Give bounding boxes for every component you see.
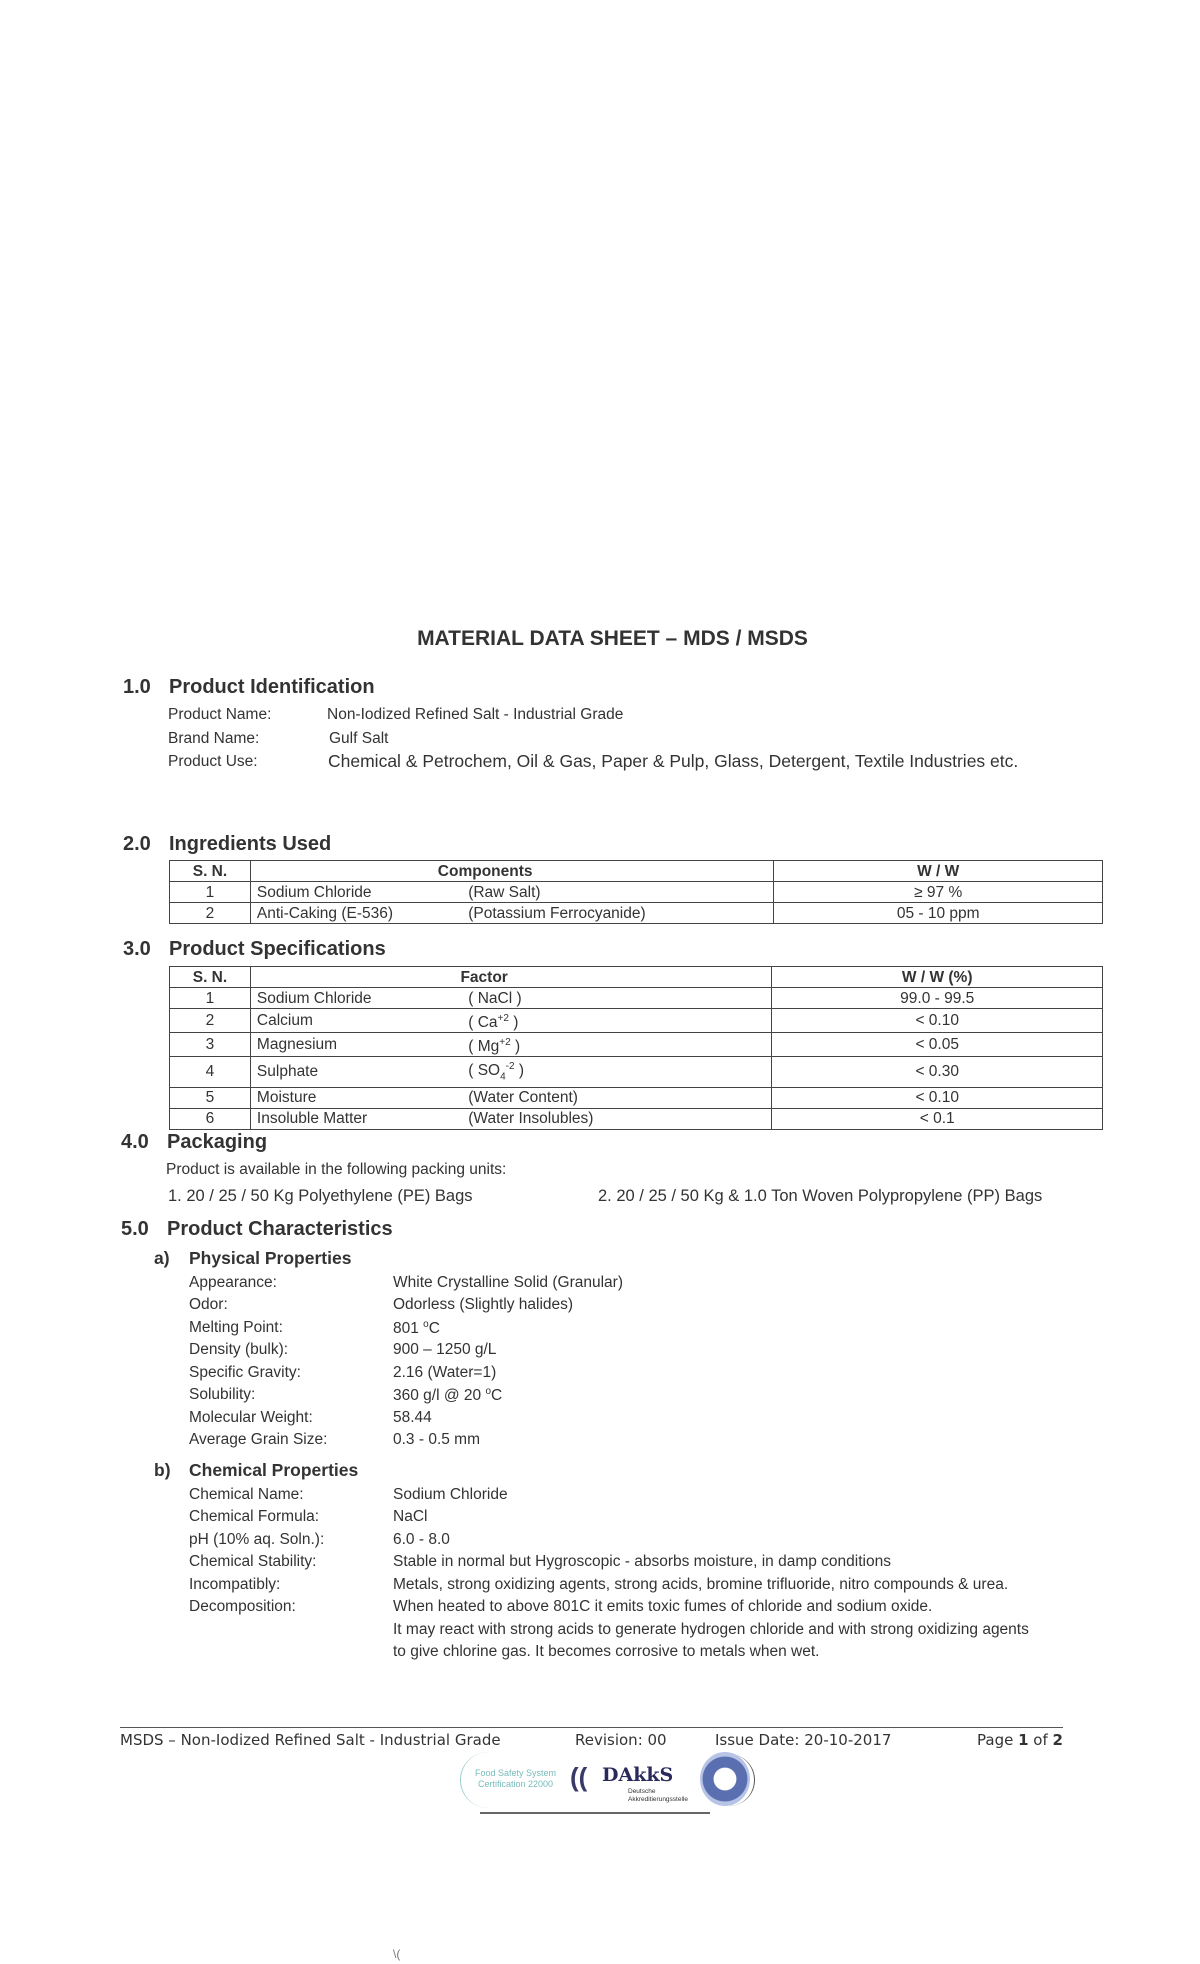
table-row — [170, 1108, 1103, 1129]
prop-label: Melting Point: — [189, 1319, 283, 1336]
prop-value: 2.16 (Water=1) — [393, 1364, 497, 1381]
prop-label: Chemical Stability: — [189, 1553, 317, 1570]
dakks-mark-icon: (( — [570, 1762, 588, 1792]
prop-label: Specific Gravity: — [189, 1364, 301, 1381]
product-name-label: Product Name: — [168, 706, 272, 723]
prop-label: Solubility: — [189, 1386, 256, 1403]
section-number: 3.0 — [123, 938, 151, 960]
cell-name: Sodium Chloride — [250, 988, 462, 1009]
footer-issue-date: Issue Date: 20-10-2017 — [715, 1731, 892, 1749]
table-row — [170, 1087, 1103, 1108]
cell-sn: 5 — [170, 1087, 251, 1108]
product-name-value: Non-Iodized Refined Salt - Industrial Grade — [327, 706, 624, 723]
page-footer — [120, 1727, 1063, 1750]
dakks-logo — [568, 1756, 688, 1804]
footer-page-number — [977, 1731, 1063, 1749]
header-sn: S. N. — [170, 967, 251, 988]
product-use-value: Chemical & Petrochem, Oil & Gas, Paper & Pulp, Glass, Detergent, Textile Industries etc. — [328, 751, 1019, 771]
prop-value: 0.3 - 0.5 mm — [393, 1431, 480, 1448]
cell-ww: < 0.1 — [772, 1108, 1103, 1129]
prop-label: Average Grain Size: — [189, 1431, 328, 1448]
table-row — [170, 882, 1103, 903]
cell-name: Sodium Chloride — [250, 882, 462, 903]
certification-seal-icon — [700, 1752, 750, 1806]
section-number: 5.0 — [121, 1218, 149, 1240]
section-heading: Ingredients Used — [169, 833, 332, 855]
prop-label: Molecular Weight: — [189, 1409, 313, 1426]
cell-detail: ( NaCl ) — [462, 988, 772, 1009]
packaging-intro: Product is available in the following packing units: — [166, 1161, 507, 1178]
prop-value: Stable in normal but Hygroscopic - absorbs moisture, in damp conditions — [393, 1553, 891, 1570]
section-packaging — [121, 1131, 267, 1154]
page-prefix: Page — [977, 1731, 1019, 1749]
table-row — [170, 988, 1103, 1009]
fssc-line1: Food Safety System — [474, 1768, 557, 1778]
header-components: Components — [250, 861, 773, 882]
cell-detail: (Water Content) — [462, 1087, 772, 1108]
prop-label: Chemical Name: — [189, 1486, 304, 1503]
page-total: 2 — [1052, 1731, 1063, 1749]
cell-ww: < 0.10 — [772, 1087, 1103, 1108]
cell-sn: 1 — [170, 882, 251, 903]
prop-value: Sodium Chloride — [393, 1486, 508, 1503]
cell-sn: 6 — [170, 1108, 251, 1129]
cell-name: Magnesium — [250, 1033, 462, 1057]
table-row — [170, 903, 1103, 924]
certification-logos — [460, 1750, 755, 1814]
logos-underline — [480, 1812, 710, 1814]
physical-properties-marker: a) — [154, 1248, 170, 1268]
decomposition-note-line1: It may react with strong acids to generate hydrogen chloride and with strong oxidizing agents — [393, 1621, 1029, 1638]
brand-name-label: Brand Name: — [168, 730, 260, 747]
cell-detail: ( $SO_4^{-2}$ ) — [462, 1057, 772, 1087]
cell-name: Anti-Caking (E-536) — [250, 903, 462, 924]
specifications-table — [169, 966, 1103, 1130]
cell-detail: (Potassium Ferrocyanide) — [462, 903, 774, 924]
header-ww: W / W (%) — [772, 967, 1103, 988]
cell-detail: ( $Ca^{+2}$ ) — [462, 1009, 772, 1033]
cell-detail: (Raw Salt) — [462, 882, 774, 903]
ingredients-table — [169, 860, 1103, 924]
section-product-characteristics — [121, 1218, 393, 1241]
chemical-properties-marker: b) — [154, 1460, 171, 1480]
chemical-properties-heading: Chemical Properties — [189, 1460, 359, 1480]
prop-value: White Crystalline Solid (Granular) — [393, 1274, 623, 1291]
prop-value: 900 – 1250 g/L — [393, 1341, 497, 1358]
section-product-identification — [123, 676, 375, 699]
cell-ww: < 0.10 — [772, 1009, 1103, 1033]
prop-value: When heated to above 801C it emits toxic fumes of chloride and sodium oxide. — [393, 1598, 933, 1615]
prop-label: Appearance: — [189, 1274, 277, 1291]
prop-value: Odorless (Slightly halides) — [393, 1296, 574, 1313]
footer-document-name: MSDS – Non-Iodized Refined Salt - Industrial Grade — [120, 1731, 501, 1749]
bottom-scan-mark: \( — [393, 1947, 401, 1961]
section-ingredients-used — [123, 833, 331, 856]
decomposition-note-line2: to give chlorine gas. It becomes corrosive to metals when wet. — [393, 1643, 820, 1660]
cell-detail: ( $Mg^{+2}$ ) — [462, 1033, 772, 1057]
cell-sn: 1 — [170, 988, 251, 1009]
prop-value: Metals, strong oxidizing agents, strong acids, bromine trifluoride, nitro compounds & urea. — [393, 1576, 1009, 1593]
prop-label: Decomposition: — [189, 1598, 296, 1615]
header-factor: Factor — [250, 967, 771, 988]
brand-name-value: Gulf Salt — [329, 730, 389, 747]
prop-label: pH (10% aq. Soln.): — [189, 1531, 325, 1548]
packaging-item-pe: 1. 20 / 25 / 50 Kg Polyethylene (PE) Bags — [168, 1187, 473, 1205]
prop-value: NaCl — [393, 1508, 428, 1525]
physical-properties-heading: Physical Properties — [189, 1248, 352, 1268]
header-ww: W / W — [774, 861, 1103, 882]
packaging-item-pp: 2. 20 / 25 / 50 Kg & 1.0 Ton Woven Polypropylene (PP) Bags — [598, 1187, 1043, 1205]
cell-name: Moisture — [250, 1087, 462, 1108]
section-number: 1.0 — [123, 676, 151, 698]
cell-detail: (Water Insolubles) — [462, 1108, 772, 1129]
section-heading: Product Specifications — [169, 938, 386, 960]
cell-ww: < 0.30 — [772, 1057, 1103, 1087]
cell-sn: 3 — [170, 1033, 251, 1057]
fssc-line2: Certification 22000 — [477, 1779, 554, 1789]
prop-value: 360 g/l @ 20 $^o$C — [393, 1386, 503, 1405]
dakks-sub-line2: Akkreditierungsstelle — [628, 1796, 688, 1803]
table-row — [170, 1033, 1103, 1057]
prop-value: 58.44 — [393, 1409, 432, 1426]
section-heading: Product Identification — [169, 676, 375, 698]
cell-sn: 2 — [170, 1009, 251, 1033]
cell-name: Sulphate — [250, 1057, 462, 1087]
section-heading: Product Characteristics — [167, 1218, 393, 1240]
table-row — [170, 1009, 1103, 1033]
page-current: 1 — [1018, 1731, 1029, 1749]
table-header-row — [170, 967, 1103, 988]
section-number: 4.0 — [121, 1131, 149, 1153]
header-sn: S. N. — [170, 861, 251, 882]
cell-sn: 2 — [170, 903, 251, 924]
dakks-sub-line1: Deutsche — [628, 1788, 656, 1795]
cell-ww: 05 - 10 ppm — [774, 903, 1103, 924]
footer-revision: Revision: 00 — [575, 1731, 667, 1749]
prop-label: Odor: — [189, 1296, 228, 1313]
prop-label: Incompatibly: — [189, 1576, 281, 1593]
cell-ww: < 0.05 — [772, 1033, 1103, 1057]
document-title: MATERIAL DATA SHEET – MDS / MSDS — [417, 627, 808, 650]
cell-ww: 99.0 - 99.5 — [772, 988, 1103, 1009]
section-number: 2.0 — [123, 833, 151, 855]
table-row — [170, 1057, 1103, 1087]
fssc-22000-logo — [460, 1752, 570, 1808]
dakks-name: DAkkS — [602, 1764, 674, 1786]
section-heading: Packaging — [167, 1131, 268, 1153]
prop-label: Chemical Formula: — [189, 1508, 320, 1525]
cell-name: Calcium — [250, 1009, 462, 1033]
page-of: of — [1028, 1731, 1053, 1749]
cell-name: Insoluble Matter — [250, 1108, 462, 1129]
prop-value: 801 $^o$C — [393, 1319, 440, 1338]
prop-label: Density (bulk): — [189, 1341, 289, 1358]
cell-sn: 4 — [170, 1057, 251, 1087]
cell-ww: ≥ 97 % — [774, 882, 1103, 903]
product-use-label: Product Use: — [168, 753, 258, 770]
prop-value: 6.0 - 8.0 — [393, 1531, 450, 1548]
dakks-subtitle — [628, 1788, 688, 1804]
section-product-specifications — [123, 938, 386, 961]
table-header-row — [170, 861, 1103, 882]
